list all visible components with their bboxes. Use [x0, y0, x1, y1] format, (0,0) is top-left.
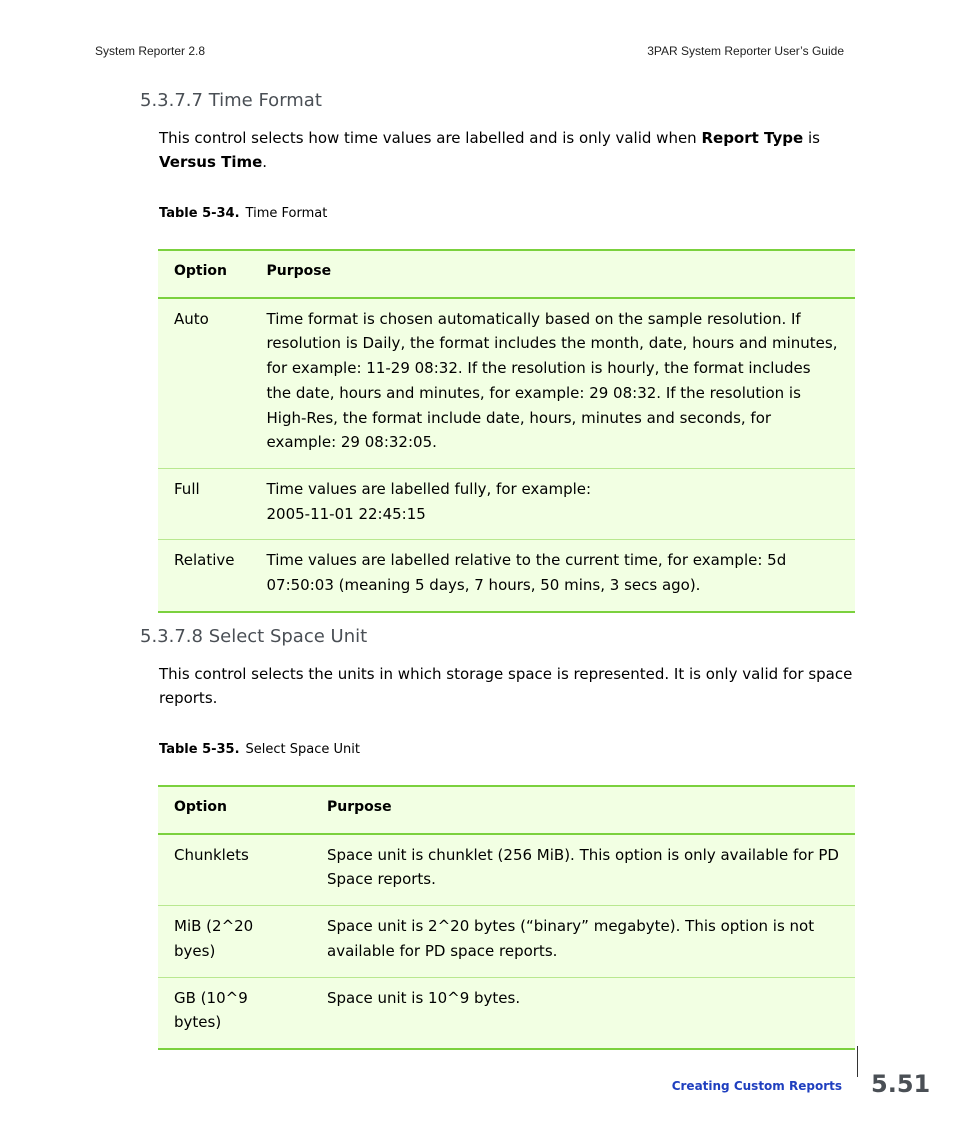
- caption-text: Time Format: [245, 206, 328, 221]
- table-row: [158, 834, 855, 906]
- select-space-unit-table: [158, 785, 855, 1050]
- option-cell: GB (10^9 bytes): [158, 977, 311, 1049]
- table-header-row: [158, 250, 855, 298]
- section-intro-select-space-unit: This control selects the units in which storage space is represented. It is only valid for space reports.: [159, 665, 853, 707]
- table-row: [158, 906, 855, 977]
- intro-bold-report-type: Report Type: [701, 129, 804, 147]
- page-number: 5.51: [871, 1070, 931, 1098]
- option-cell: Auto: [174, 309, 209, 328]
- option-cell: MiB (2^20 byes): [158, 906, 311, 977]
- section-title-select-space-unit: 5.3.7.8 Select Space Unit: [140, 626, 368, 647]
- caption-label: Table 5-35.: [159, 742, 240, 757]
- table-caption-select-space-unit: [159, 742, 360, 757]
- option-cell: Chunklets: [174, 845, 249, 864]
- table-row: [158, 468, 855, 539]
- purpose-line: Time values are labelled fully, for example:: [266, 479, 592, 498]
- purpose-cell: Space unit is chunklet (256 MiB). This option is only available for PD Space reports.: [327, 845, 839, 889]
- intro-text: This control selects how time values are labelled and is only valid when: [159, 129, 702, 147]
- footer-divider: [857, 1046, 858, 1077]
- column-header-purpose: Purpose: [251, 250, 856, 298]
- running-header-right: 3PAR System Reporter User’s Guide: [647, 44, 844, 58]
- table-caption-time-format: [159, 206, 327, 221]
- purpose-line: 2005-11-01 22:45:15: [266, 504, 426, 523]
- option-cell: Full: [158, 468, 251, 539]
- caption-label: Table 5-34.: [159, 206, 240, 221]
- table-row: [158, 298, 855, 469]
- intro-text: .: [262, 153, 268, 171]
- section-title-time-format: 5.3.7.7 Time Format: [140, 90, 322, 111]
- purpose-cell: Time format is chosen automatically based on the sample resolution. If resolution is Daily, the format includes the month, date, hours and minutes, for example: 11-29 08:32. If the resolution is hourly, the format includes the date, hours and minutes, for example: 29 08:32. If the resolution is High-Res, the format include date, hours, minutes and seconds, for example: 29 08:32:05.: [266, 309, 838, 452]
- column-header-purpose: Purpose: [311, 786, 855, 834]
- table-row: [158, 977, 855, 1049]
- section-intro-time-format: [159, 126, 859, 174]
- caption-text: Select Space Unit: [245, 742, 360, 757]
- intro-bold-versus-time: Versus Time: [159, 153, 263, 171]
- column-header-option: Option: [158, 786, 311, 834]
- purpose-cell: Time values are labelled relative to the current time, for example: 5d 07:50:03 (meaning 5 days, 7 hours, 50 mins, 3 secs ago).: [251, 540, 856, 612]
- time-format-table: [158, 249, 855, 613]
- purpose-cell: Space unit is 2^20 bytes (“binary” megabyte). This option is not available for PD space reports.: [311, 906, 855, 977]
- table-header-row: [158, 786, 855, 834]
- table-row: [158, 540, 855, 612]
- purpose-cell: [251, 468, 856, 539]
- option-cell: Relative: [158, 540, 251, 612]
- purpose-cell: Space unit is 10^9 bytes.: [311, 977, 855, 1049]
- intro-text: is: [803, 129, 820, 147]
- chapter-link[interactable]: Creating Custom Reports: [671, 1079, 842, 1093]
- column-header-option: Option: [158, 250, 251, 298]
- running-header-left: System Reporter 2.8: [95, 44, 206, 58]
